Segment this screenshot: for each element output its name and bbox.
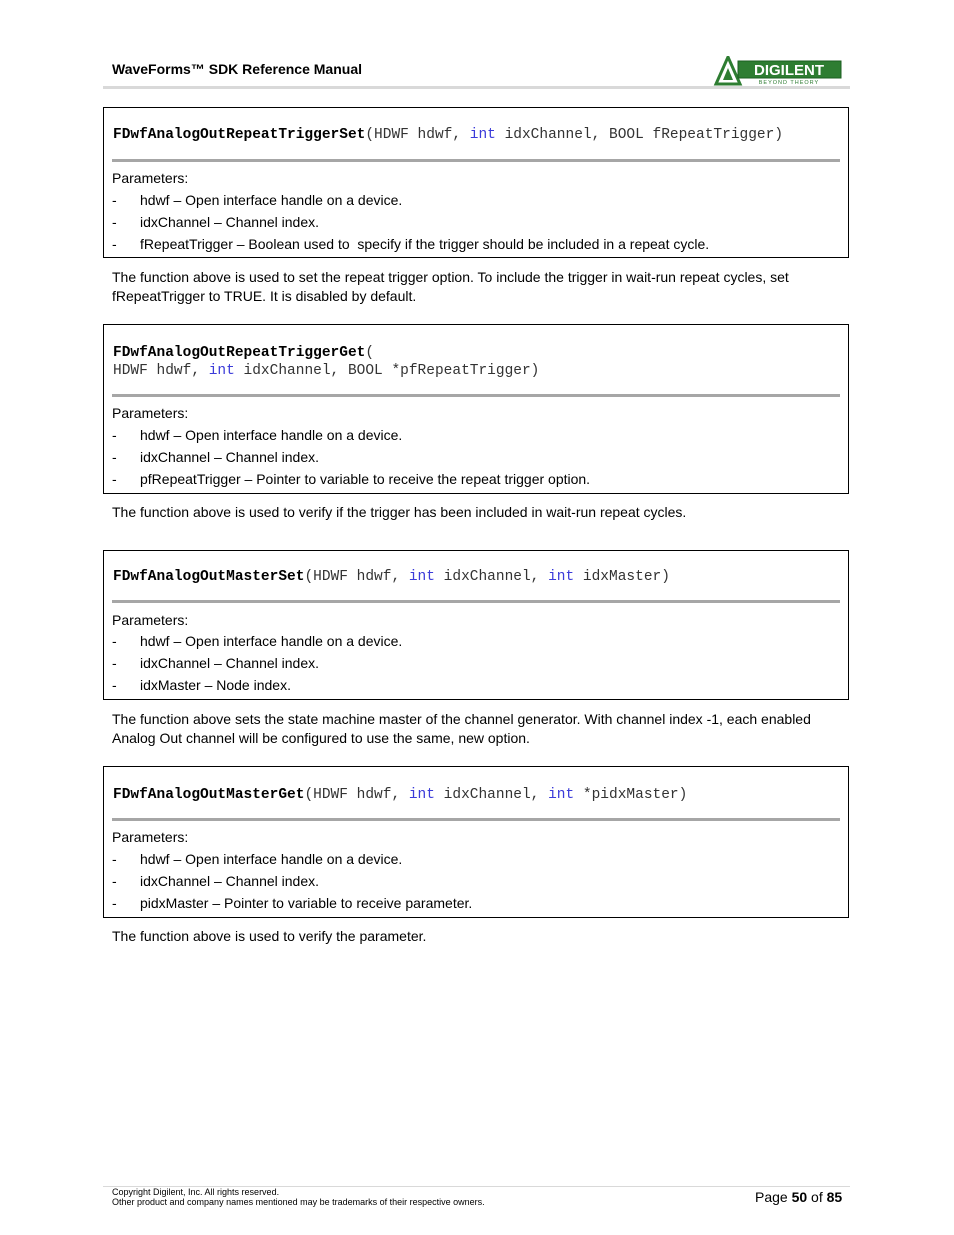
type-keyword: int xyxy=(548,787,575,803)
function-box-repeat-trigger-set: FDwfAnalogOutRepeatTriggerSet(HDWF hdwf, int idxChannel, BOOL fRepeatTrigger) Parameters: - hdwf – Open interface handle on a device. - idxChannel – Channel index. - fRepeatTrigger – Boolean used to specify if the trigger should be included in a repeat cycle. xyxy=(103,107,849,258)
function-description: The function above is used to set the repeat trigger option. To include the trigger in wait-run repeat cycles, set fRepeatTrigger to TRUE. It is disabled by default. xyxy=(112,269,789,304)
signature-divider xyxy=(112,159,840,162)
function-signature: FDwfAnalogOutMasterGet(HDWF hdwf, int idxChannel, int *pidxMaster) xyxy=(113,787,688,803)
digilent-logo xyxy=(712,56,842,86)
page-total: 85 xyxy=(826,1189,843,1205)
type-keyword: int xyxy=(548,569,575,585)
logo-tagline: BEYOND THEORY xyxy=(758,80,820,86)
page-number: Page 50 of 85 xyxy=(755,1189,843,1205)
parameters-heading: Parameters: xyxy=(112,405,189,421)
function-box-master-set: FDwfAnalogOutMasterSet(HDWF hdwf, int idxChannel, int idxMaster) Parameters: - hdwf – Open interface handle on a device. - idxChannel – Channel index. - idxMaster – Node index. xyxy=(103,550,849,700)
function-name: FDwfAnalogOutMasterGet xyxy=(113,787,305,803)
parameters-heading: Parameters: xyxy=(112,170,189,186)
header-divider xyxy=(103,86,850,89)
function-box-master-get: FDwfAnalogOutMasterGet(HDWF hdwf, int idxChannel, int *pidxMaster) Parameters: - hdwf – Open interface handle on a device. - idxChannel – Channel index. - pidxMaster – Pointer to variable to receive parameter. xyxy=(103,766,849,918)
type-keyword: int xyxy=(408,569,435,585)
parameters-heading: Parameters: xyxy=(112,612,189,628)
function-box-repeat-trigger-get: FDwfAnalogOutRepeatTriggerGet( HDWF hdwf, int idxChannel, BOOL *pfRepeatTrigger) Parameters: - hdwf – Open interface handle on a device. - idxChannel – Channel index. - pfRepeatTrigger – Pointer to variable to receive the repeat trigger option. xyxy=(103,324,849,494)
function-description: The function above is used to verify if the trigger has been included in wait-run repeat cycles. xyxy=(112,504,687,520)
function-signature: FDwfAnalogOutRepeatTriggerGet( xyxy=(113,345,375,361)
signature-divider xyxy=(112,394,840,397)
signature-divider xyxy=(112,818,840,821)
document-title: WaveForms™ SDK Reference Manual xyxy=(112,61,362,77)
logo-text: DIGILENT xyxy=(754,62,824,79)
page-current: 50 xyxy=(791,1189,808,1205)
type-keyword: int xyxy=(469,127,496,143)
type-keyword: int xyxy=(408,787,435,803)
function-name: FDwfAnalogOutMasterSet xyxy=(113,569,305,585)
function-description: The function above sets the state machine master of the channel generator. With channel index -1, each enabled Analog Out channel will be configured to use the same, new option. xyxy=(112,711,811,746)
signature-divider xyxy=(112,600,840,603)
parameters-heading: Parameters: xyxy=(112,829,189,845)
function-signature: FDwfAnalogOutMasterSet(HDWF hdwf, int idxChannel, int idxMaster) xyxy=(113,569,670,585)
function-signature: FDwfAnalogOutRepeatTriggerSet(HDWF hdwf, int idxChannel, BOOL fRepeatTrigger) xyxy=(113,127,784,143)
function-name: FDwfAnalogOutRepeatTriggerGet xyxy=(113,345,366,361)
function-description: The function above is used to verify the parameter. xyxy=(112,928,427,944)
function-name: FDwfAnalogOutRepeatTriggerSet xyxy=(113,127,366,143)
type-keyword: int xyxy=(208,363,235,379)
footer-copyright: Copyright Digilent, Inc. All rights reserved. xyxy=(112,1187,280,1197)
footer-trademark: Other product and company names mentioned may be trademarks of their respective owners. xyxy=(112,1197,485,1207)
function-signature-continued: HDWF hdwf, int idxChannel, BOOL *pfRepeatTrigger) xyxy=(113,363,540,379)
